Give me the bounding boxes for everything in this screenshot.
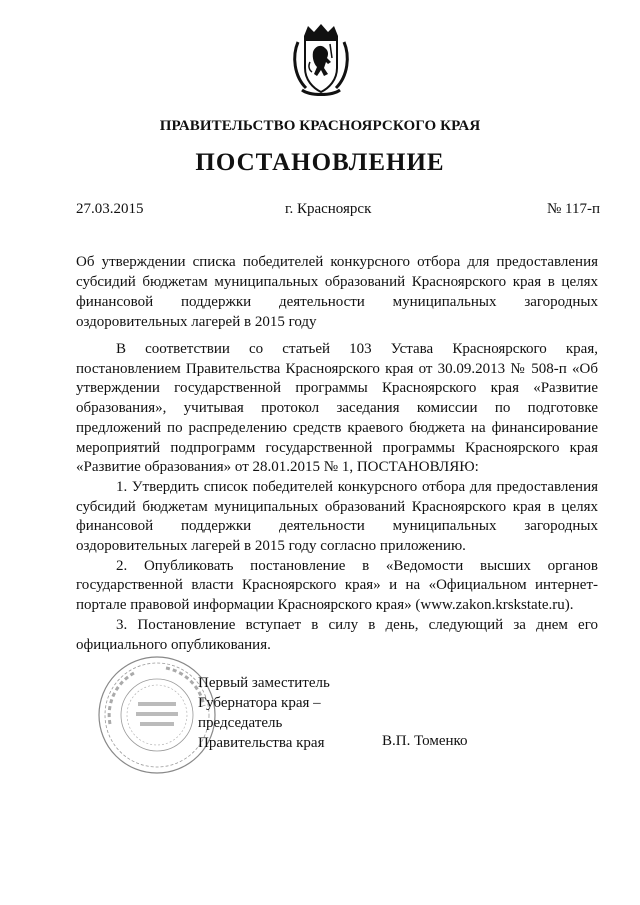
- document-number: № 117-п: [546, 201, 600, 217]
- subject-text: Об утверждении списка победителей конкурсного отбора для предоставления субсидий бюджетам муниципальных образований Красноярского края в целях финансовой поддержки деятельности муниципальных загородных оздоровительных лагерей в 2015 году: [76, 254, 598, 330]
- item-1-paragraph: 1. Утвердить список победителей конкурсного отбора для предоставления субсидий бюджетам муниципальных образований Красноярского края в целях финансовой поддержки деятельности муниципальных загородных оздоровительных лагерей в 2015 году согласно приложению.: [76, 478, 598, 555]
- document-subject: [76, 252, 598, 332]
- signer-position-line-1: Первый заместитель: [198, 675, 330, 691]
- document-title: ПОСТАНОВЛЕНИЕ: [195, 149, 445, 176]
- signer-position-line-4: Правительства края: [198, 735, 325, 751]
- document-date: 27.03.2015: [76, 201, 144, 217]
- signer-name: В.П. Томенко: [382, 733, 468, 749]
- signer-position-line-3: председатель: [198, 715, 283, 731]
- coat-of-arms-icon: [288, 22, 354, 98]
- government-name: ПРАВИТЕЛЬСТВО КРАСНОЯРСКОГО КРАЯ: [159, 118, 481, 134]
- item-3-paragraph: 3. Постановление вступает в силу в день, следующий за днем его официального опубликования.: [76, 616, 598, 653]
- item-2-paragraph: 2. Опубликовать постановление в «Ведомости высших органов государственной власти Красноярского края» и на «Официальном интернет-портале правовой информации Красноярского края» (www.zakon.krskstate.ru).: [76, 557, 598, 614]
- document-body: [76, 340, 598, 655]
- signature-block: [198, 673, 330, 753]
- signer-position-line-2: Губернатора края –: [198, 695, 321, 711]
- preamble-paragraph: В соответствии со статьей 103 Устава Красноярского края, постановлением Правительства Красноярского края от 30.09.2013 № 508-п «Об утверждении государственной программы Красноярского края «Развитие образования», учитывая протокол заседания комиссии по подготовке предложений по распределению средств краевого бюджета на финансирование мероприятий подпрограмм государственной программы Красноярского края «Развитие образования» от 28.01.2015 № 1, ПОСТАНОВЛЯЮ:: [76, 341, 598, 476]
- document-city: г. Красноярск: [285, 201, 372, 217]
